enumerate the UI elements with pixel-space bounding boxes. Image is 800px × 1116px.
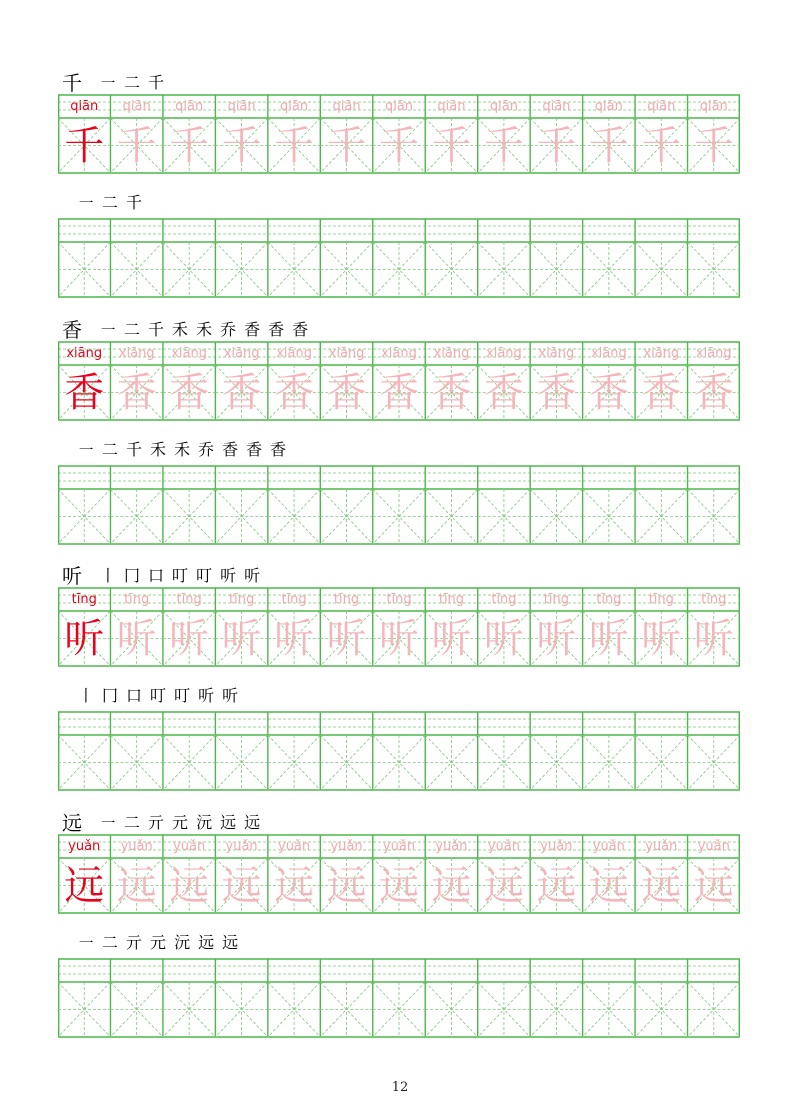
trace-cell — [583, 587, 635, 667]
stroke-step: 口 — [148, 565, 165, 585]
hanzi: 远 — [116, 863, 157, 909]
stroke-step: 二 — [102, 439, 119, 459]
hanzi: 香 — [326, 370, 367, 416]
hanzi: 千 — [483, 123, 524, 169]
pinyin: tīng — [281, 592, 307, 607]
stroke-step: 香 — [270, 439, 287, 459]
stroke-step: 叮 — [174, 685, 191, 705]
stroke-step: 乔 — [198, 439, 215, 459]
pinyin: xiāng — [66, 346, 103, 361]
pinyin: qiān — [122, 99, 151, 114]
hanzi: 听 — [64, 616, 105, 662]
stroke-step: ㇐ — [78, 932, 95, 952]
pinyin: tīng — [124, 592, 150, 607]
pinyin: tīng — [176, 592, 202, 607]
pinyin: yuǎn — [592, 839, 625, 854]
stroke-step: 香 — [244, 319, 261, 339]
pinyin: xiāng — [433, 346, 470, 361]
hanzi: 听 — [693, 616, 734, 662]
pinyin: tīng — [71, 592, 97, 607]
stroke-step: 元 — [150, 932, 167, 952]
hanzi: 听 — [116, 616, 157, 662]
trace-cell — [530, 834, 582, 914]
hanzi: 千 — [378, 123, 419, 169]
stroke-step: 二 — [124, 319, 141, 339]
grid-lines — [58, 958, 740, 1038]
stroke-step: 香 — [222, 439, 239, 459]
stroke-step: 禾 — [150, 439, 167, 459]
pinyin: yuǎn — [120, 839, 153, 854]
hanzi: 香 — [588, 370, 629, 416]
stroke-sequence-0 — [78, 189, 150, 213]
trace-cell — [163, 834, 215, 914]
stroke-step: 沅 — [174, 932, 191, 952]
character-title-3 — [62, 808, 268, 834]
hanzi: 千 — [431, 123, 472, 169]
pinyin: tīng — [543, 592, 569, 607]
hanzi: 香 — [169, 370, 210, 416]
pinyin: tīng — [333, 592, 360, 607]
stroke-step: 听 — [198, 685, 215, 705]
trace-cell — [583, 834, 635, 914]
stroke-sequence-1 — [78, 436, 294, 460]
stroke-step: 听 — [244, 565, 261, 585]
hanzi: 远 — [326, 863, 367, 909]
hanzi: 听 — [274, 616, 315, 662]
trace-cell — [215, 834, 267, 914]
stroke-step: 千 — [126, 439, 143, 459]
stroke-step: ㇐ — [78, 439, 95, 459]
hanzi: 远 — [274, 863, 315, 909]
pinyin: xiāng — [171, 346, 208, 361]
pinyin: qiān — [280, 99, 309, 114]
pinyin: xiāng — [381, 346, 417, 361]
stroke-step: 口 — [126, 685, 143, 705]
pinyin: xiāng — [695, 346, 732, 361]
stroke-step: 亓 — [126, 932, 143, 952]
stroke-step: 禾 — [172, 319, 189, 339]
stroke-step: 香 — [292, 319, 309, 339]
trace-cell — [425, 834, 477, 914]
trace-cell — [478, 341, 530, 421]
title-character: 香 — [62, 317, 82, 342]
trace-cell — [215, 587, 267, 667]
hanzi: 远 — [64, 863, 105, 909]
pinyin: qiān — [594, 99, 623, 114]
stroke-step: ㇐ — [100, 319, 117, 339]
hanzi: 听 — [588, 616, 629, 662]
hanzi: 香 — [274, 370, 315, 416]
pinyin: tīng — [229, 592, 255, 607]
trace-cell — [373, 834, 425, 914]
hanzi: 远 — [221, 863, 262, 909]
pinyin: yuǎn — [225, 839, 258, 854]
hanzi: 远 — [641, 863, 682, 909]
trace-cell — [163, 94, 215, 174]
hanzi: 听 — [641, 616, 682, 662]
trace-cell — [215, 341, 267, 421]
trace-cell — [320, 587, 372, 667]
pinyin: xiāng — [118, 346, 155, 361]
pinyin: xiāng — [643, 346, 680, 361]
pinyin: qiān — [227, 99, 256, 114]
trace-cell — [635, 834, 687, 914]
trace-cell — [583, 341, 635, 421]
stroke-step: 听 — [222, 685, 239, 705]
trace-cell — [478, 834, 530, 914]
hanzi: 远 — [431, 863, 472, 909]
hanzi: 听 — [378, 616, 419, 662]
stroke-step: 亓 — [148, 812, 165, 832]
trace-cell — [215, 94, 267, 174]
character-title-2 — [62, 561, 268, 587]
model-cell — [58, 94, 110, 174]
model-grid-3 — [58, 834, 740, 914]
trace-cell — [635, 94, 687, 174]
stroke-step: 元 — [172, 812, 189, 832]
stroke-step: 听 — [220, 565, 237, 585]
pinyin: tīng — [491, 592, 517, 607]
hanzi: 千 — [693, 123, 734, 169]
model-grid-0 — [58, 94, 740, 174]
grid-lines — [58, 711, 740, 791]
hanzi: 远 — [588, 863, 629, 909]
hanzi: 香 — [431, 370, 472, 416]
pinyin: yuǎn — [645, 839, 678, 854]
pinyin: yuǎn — [540, 839, 573, 854]
pinyin: qiān — [175, 99, 204, 114]
trace-cell — [635, 341, 687, 421]
trace-cell — [425, 587, 477, 667]
pinyin: tīng — [386, 592, 412, 607]
trace-cell — [268, 834, 320, 914]
pinyin: qiān — [332, 99, 361, 114]
hanzi: 远 — [693, 863, 734, 909]
hanzi: 千 — [116, 123, 157, 169]
hanzi: 远 — [378, 863, 419, 909]
pinyin: qiān — [384, 99, 414, 114]
hanzi: 听 — [169, 616, 210, 662]
pinyin: yuǎn — [382, 839, 416, 854]
pinyin: qiān — [489, 99, 518, 114]
hanzi: 远 — [536, 863, 577, 909]
stroke-step: 禾 — [196, 319, 213, 339]
character-title-0 — [62, 68, 172, 94]
trace-cell — [425, 94, 477, 174]
pinyin: yuǎn — [487, 839, 520, 854]
pinyin: tīng — [438, 592, 465, 607]
stroke-step: 禾 — [174, 439, 191, 459]
trace-cell — [320, 94, 372, 174]
stroke-step: 二 — [124, 72, 141, 92]
hanzi: 千 — [169, 123, 210, 169]
page-number: 12 — [391, 1080, 409, 1095]
pinyin: xiāng — [486, 346, 522, 361]
hanzi: 千 — [588, 123, 629, 169]
trace-cell — [688, 834, 740, 914]
grid-lines — [58, 218, 740, 298]
pinyin: xiāng — [328, 346, 365, 361]
trace-cell — [110, 834, 162, 914]
hanzi: 香 — [64, 370, 105, 416]
stroke-step: ㇐ — [100, 812, 117, 832]
stroke-step: 千 — [148, 72, 165, 92]
stroke-step: 香 — [268, 319, 285, 339]
hanzi: 香 — [116, 370, 157, 416]
title-character: 听 — [62, 563, 82, 588]
pinyin: xiāng — [276, 346, 312, 361]
stroke-step: ㇐ — [78, 192, 95, 212]
stroke-step: 远 — [220, 812, 237, 832]
model-grid-1 — [58, 341, 740, 421]
hanzi: 远 — [169, 863, 210, 909]
hanzi: 千 — [64, 123, 105, 169]
stroke-step: 冂 — [102, 685, 119, 705]
stroke-step: 丨 — [100, 565, 117, 585]
hanzi: 听 — [536, 616, 577, 662]
stroke-sequence-2 — [78, 682, 246, 706]
stroke-step: 二 — [124, 812, 141, 832]
stroke-step: 乔 — [220, 319, 237, 339]
trace-cell — [635, 587, 687, 667]
stroke-sequence-3 — [78, 929, 246, 953]
stroke-step: 叮 — [196, 565, 213, 585]
trace-cell — [163, 587, 215, 667]
stroke-step: 香 — [246, 439, 263, 459]
stroke-step: 远 — [244, 812, 261, 832]
pinyin: qiān — [437, 99, 466, 114]
trace-cell — [478, 587, 530, 667]
pinyin: qiān — [699, 99, 728, 114]
stroke-step: 远 — [198, 932, 215, 952]
pinyin: yuǎn — [435, 839, 468, 854]
practice-grid-3[interactable] — [58, 958, 740, 1038]
trace-cell — [373, 94, 425, 174]
hanzi: 千 — [274, 123, 315, 169]
stroke-step: 叮 — [150, 685, 167, 705]
stroke-step: 千 — [148, 319, 165, 339]
hanzi: 千 — [641, 123, 682, 169]
hanzi: 千 — [536, 123, 577, 169]
trace-cell — [110, 587, 162, 667]
hanzi: 香 — [221, 370, 262, 416]
pinyin: yuǎn — [330, 839, 363, 854]
stroke-step: 千 — [126, 192, 143, 212]
pinyin: tīng — [596, 592, 622, 607]
trace-cell — [530, 341, 582, 421]
pinyin: tīng — [701, 592, 727, 607]
pinyin: yuǎn — [278, 839, 311, 854]
pinyin: yuǎn — [173, 839, 206, 854]
trace-cell — [110, 94, 162, 174]
stroke-step: 二 — [102, 192, 119, 212]
pinyin: qiān — [647, 99, 676, 114]
character-title-1 — [62, 315, 316, 341]
pinyin: xiāng — [223, 346, 260, 361]
hanzi: 千 — [326, 123, 367, 169]
stroke-step: 二 — [102, 932, 119, 952]
hanzi: 香 — [378, 370, 419, 416]
hanzi: 香 — [641, 370, 682, 416]
pinyin: tīng — [648, 592, 674, 607]
trace-cell — [320, 834, 372, 914]
stroke-step: 远 — [222, 932, 239, 952]
pinyin: xiāng — [590, 346, 627, 361]
pinyin: yuǎn — [68, 839, 101, 854]
trace-cell — [530, 94, 582, 174]
hanzi: 远 — [483, 863, 524, 909]
stroke-step: 沅 — [196, 812, 213, 832]
trace-cell — [478, 94, 530, 174]
hanzi: 香 — [693, 370, 734, 416]
model-cell — [58, 341, 110, 421]
trace-cell — [530, 587, 582, 667]
trace-cell — [320, 341, 372, 421]
pinyin: qiān — [542, 99, 571, 114]
hanzi: 听 — [431, 616, 472, 662]
model-cell — [58, 587, 110, 667]
title-character: 千 — [62, 70, 82, 95]
trace-cell — [268, 341, 320, 421]
trace-cell — [688, 94, 740, 174]
practice-grid-2[interactable] — [58, 711, 740, 791]
trace-cell — [688, 587, 740, 667]
title-character: 远 — [62, 810, 82, 835]
hanzi: 香 — [483, 370, 524, 416]
practice-grid-0[interactable] — [58, 218, 740, 298]
hanzi: 千 — [221, 123, 262, 169]
model-cell — [58, 834, 110, 914]
stroke-step: 冂 — [124, 565, 141, 585]
hanzi: 听 — [221, 616, 262, 662]
trace-cell — [373, 341, 425, 421]
pinyin: qiān — [70, 99, 99, 114]
trace-cell — [425, 341, 477, 421]
stroke-step: 丨 — [78, 685, 95, 705]
trace-cell — [268, 587, 320, 667]
trace-cell — [268, 94, 320, 174]
stroke-step: ㇐ — [100, 72, 117, 92]
grid-lines — [58, 465, 740, 545]
stroke-step: 叮 — [172, 565, 189, 585]
pinyin: xiāng — [538, 346, 575, 361]
trace-cell — [583, 94, 635, 174]
model-grid-2 — [58, 587, 740, 667]
trace-cell — [163, 341, 215, 421]
hanzi: 听 — [483, 616, 524, 662]
hanzi: 香 — [536, 370, 577, 416]
practice-grid-1[interactable] — [58, 465, 740, 545]
pinyin: yuǎn — [697, 839, 730, 854]
hanzi: 听 — [326, 616, 367, 662]
trace-cell — [110, 341, 162, 421]
trace-cell — [373, 587, 425, 667]
trace-cell — [688, 341, 740, 421]
